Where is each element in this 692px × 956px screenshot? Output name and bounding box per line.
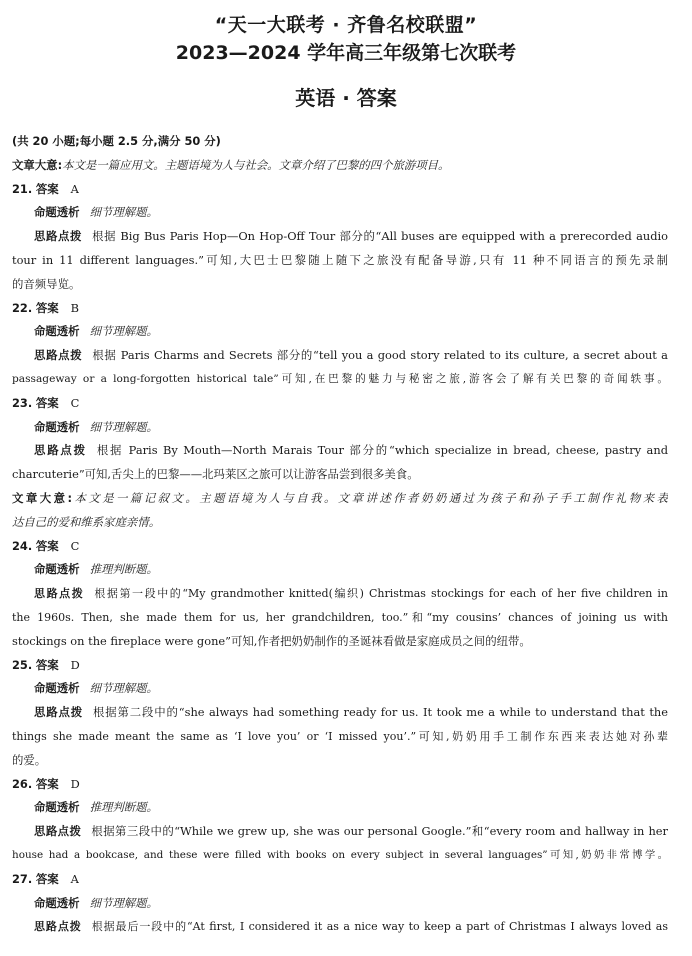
q25-hint-line2: things she made meant the same as ‘I love you’ or ‘I missed you’.”可知,奶奶用手工制作东西来表达她对孙辈 [12,729,668,743]
q21-analysis: 命题透析 细节理解题。 [34,205,158,220]
q26-hint-line2: house had a bookcase, and these were filled with books on every subject in several languages”可知,奶奶非常博学。 [12,848,668,861]
q23-answer: 23. 答案 C [12,395,80,410]
section-summary: (共 20 小题;每小题 2.5 分,满分 50 分) [12,134,221,148]
q24-hint-line3: stockings on the fireplace were gone”可知,作者把奶奶制作的圣诞袜看做是家庭成员之间的纽带。 [12,633,531,648]
exam-union-title: “天一大联考 · 齐鲁名校联盟” [214,14,478,36]
q26-hint-line1: 思路点拨 根据第三段中的“While we grew up, she was our personal Google.”和“every room and hallway in her [34,824,668,839]
q26-answer: 26. 答案 D [12,776,80,791]
q21-answer: 21. 答案 A [12,181,79,196]
exam-session-title: 2023—2024 学年高三年级第七次联考 [175,42,517,64]
q25-hint-line3: 的爱。 [12,752,47,767]
q25-hint-line1: 思路点拨 根据第二段中的“she always had something ready for us. It took me a while to understand that the [34,705,668,720]
q22-answer: 22. 答案 B [12,300,79,315]
q27-answer: 27. 答案 A [12,871,79,886]
q23-hint-line1: 思路点拨 根据 Paris By Mouth—North Marais Tour 部分的“which specialize in bread, cheese, pastry and [34,443,668,458]
q24-hint-line1: 思路点拨 根据第一段中的“My grandmother knitted(编织) Christmas stockings for each of her five children in [34,587,668,601]
q24-answer: 24. 答案 C [12,538,80,553]
q27-analysis: 命题透析 细节理解题。 [34,895,158,910]
q23-hint-line2: charcuterie”可知,舌尖上的巴黎——北玛莱区之旅可以让游客品尝到很多美食。 [12,467,419,482]
q27-hint-line1: 思路点拨 根据最后一段中的“At first, I considered it as a nice way to keep a part of Christmas I always loved as [34,920,668,934]
q25-analysis: 命题透析 细节理解题。 [34,681,158,696]
subject-title: 英语 · 答案 [295,86,397,110]
q22-hint-line2: passageway or a long-forgotten historical tale”可知,在巴黎的魅力与秘密之旅,游客会了解有关巴黎的奇闻轶事。 [12,372,668,385]
q24-analysis: 命题透析 推理判断题。 [34,562,158,577]
answer-content [12,130,668,939]
q23-analysis: 命题透析 细节理解题。 [34,419,158,434]
q21-hint-line2: tour in 11 different languages.”可知,大巴士巴黎随上随下之旅没有配备导游,只有 11 种不同语言的预先录制 [12,252,668,267]
q24-hint-line2: the 1960s. Then, she made them for us, her grandchildren, too.”和“my cousins’ chances of joining us with [12,610,668,624]
q22-analysis: 命题透析 细节理解题。 [34,324,158,339]
passage1-summary: 文章大意:本文是一篇应用文。主题语境为人与社会。文章介绍了巴黎的四个旅游项目。 [12,157,450,172]
q26-analysis: 命题透析 推理判断题。 [34,800,158,815]
passage2-summary-line1: 文章大意:本文是一篇记叙文。主题语境为人与自我。文章讲述作者奶奶通过为孩子和孙子手工制作礼物来表 [12,490,668,505]
q22-hint-line1: 思路点拨 根据 Paris Charms and Secrets 部分的“tell you a good story related to its culture, a secret about a [34,348,668,363]
q25-answer: 25. 答案 D [12,657,80,672]
passage2-summary-line2: 达自己的爱和维系家庭亲情。 [12,514,161,529]
q21-hint-line3: 的音频导览。 [12,276,81,291]
q21-hint-line1: 思路点拨 根据 Big Bus Paris Hop—On Hop-Off Tour 部分的“All buses are equipped with a prerecorded audio [34,229,668,244]
